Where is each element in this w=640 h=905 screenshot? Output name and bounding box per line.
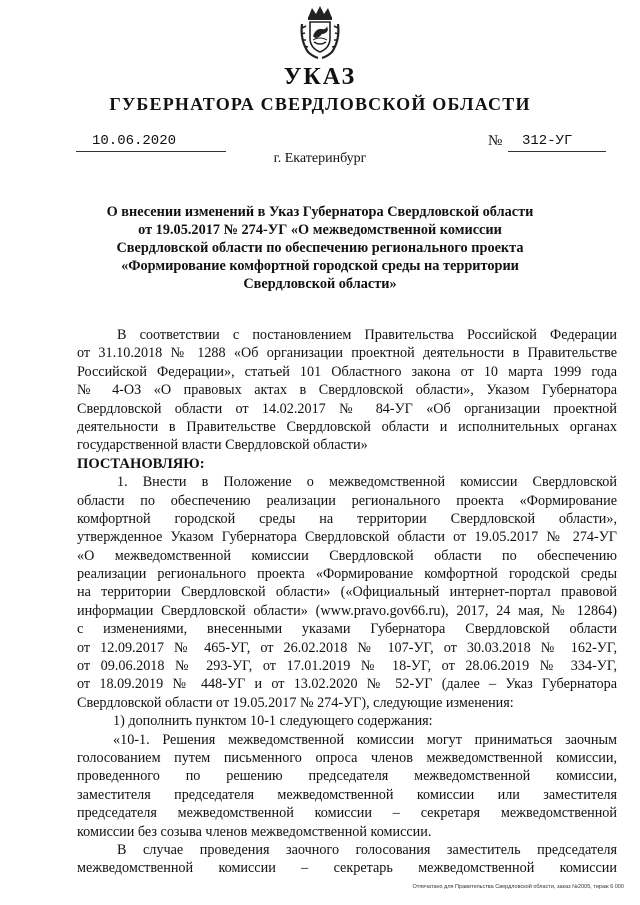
body-line: 1. Внести в Положение о межведомственной комиссии Свердловской <box>117 474 617 491</box>
body-line: от 31.10.2018 № 1288 «Об организации проектной деятельности в Правительстве <box>77 345 617 362</box>
body-line: заместителя председателя межведомственной комиссии или заместителя <box>77 786 617 803</box>
body-line: голосованием путем письменного опроса членов межведомственной комиссии, <box>77 749 617 766</box>
body-line: на территории Свердловской области» («Официальный интернет-портал правовой <box>77 584 617 601</box>
document-date-value: 10.06.2020 <box>92 133 177 149</box>
heading-line: «Формирование комфортной городской среды на территории <box>121 258 519 274</box>
body-line: «10-1. Решения межведомственной комиссии могут приниматься заочным <box>113 731 617 748</box>
body-line: области по обеспечению реализации регионального проекта «Формирование <box>77 492 617 509</box>
city-line: г. Екатеринбург <box>273 151 367 166</box>
body-line: В соответствии с постановлением Правительства Российской Федерации <box>117 327 617 343</box>
heading-line: О внесении изменений в Указ Губернатора Свердловской области <box>106 204 534 220</box>
body-line: «О межведомственной комиссии Свердловской области по обеспечению <box>77 547 617 564</box>
body-line: информации Свердловской области» (www.pravo.gov66.ru), 2017, 24 мая, № 12864) <box>77 602 617 619</box>
body-line: В случае проведения заочного голосования заместитель председателя <box>117 841 617 858</box>
body-line: от 12.09.2017 № 465-УГ, от 26.02.2018 № 107-УГ, от 30.03.2018 № 162-УГ, <box>77 639 617 656</box>
document-date <box>76 133 226 152</box>
heading-line: Свердловской области по обеспечению регионального проекта <box>116 240 524 256</box>
body-line: от 18.09.2019 № 448-УГ и от 13.02.2020 № 52-УГ (далее – Указ Губернатора <box>77 676 617 693</box>
print-footer: Отпечатано для Правительства Свердловской области, заказ №2005, тираж 6 000 <box>412 884 624 890</box>
body-line: проведенного по решению председателя межведомственной комиссии, <box>77 768 617 785</box>
body-line: реализации регионального проекта «Формирование комфортной городской среды <box>77 566 617 583</box>
body-line: комиссии без созыва членов межведомственной комиссии. <box>77 823 432 840</box>
document-number-value: 312-УГ <box>522 133 573 149</box>
body-line: комфортной городской среды на территории Свердловской области», <box>77 510 617 527</box>
body-line: деятельности в Правительстве Свердловской области и исполнительных органах <box>77 418 617 435</box>
decree-body <box>77 326 617 878</box>
body-line: с изменениями, внесенными указами Губернатора Свердловской области <box>77 621 617 638</box>
body-line: утвержденное Указом Губернатора Свердловской области от 19.05.2017 № 274-УГ <box>77 529 617 546</box>
coat-of-arms-emblem-icon <box>298 4 342 60</box>
document-type-title: УКАЗ <box>283 64 357 90</box>
body-line: № 4-ОЗ «О правовых актах в Свердловской области», Указом Губернатора <box>77 382 617 399</box>
body-line: от 09.06.2018 № 293-УГ, от 17.01.2019 № 18-УГ, от 28.06.2019 № 334-УГ, <box>77 658 617 675</box>
body-line: межведомственной комиссии – секретарь межведомственной комиссии <box>77 860 617 877</box>
issuer-title: ГУБЕРНАТОРА СВЕРДЛОВСКОЙ ОБЛАСТИ <box>109 94 531 114</box>
body-line: председателя межведомственной комиссии – секретаря межведомственной <box>77 805 617 822</box>
body-line: Свердловской области от 19.05.2017 № 274-УГ), следующие изменения: <box>77 694 514 711</box>
body-line: Российской Федерации», статьей 101 Областного закона от 10 марта 1999 года <box>77 363 617 380</box>
number-sign: № <box>488 133 503 149</box>
resolution-keyword: ПОСТАНОВЛЯЮ: <box>77 455 205 472</box>
body-line: Свердловской области от 14.02.2017 № 84-УГ «Об организации проектной <box>77 400 617 417</box>
body-line: 1) дополнить пунктом 10-1 следующего содержания: <box>113 713 433 730</box>
document-number <box>508 133 606 152</box>
body-line: государственной власти Свердловской области» <box>77 437 368 454</box>
decree-heading <box>60 203 580 293</box>
heading-line: от 19.05.2017 № 274-УГ «О межведомственной комиссии <box>138 222 502 238</box>
heading-line: Свердловской области» <box>243 276 397 292</box>
